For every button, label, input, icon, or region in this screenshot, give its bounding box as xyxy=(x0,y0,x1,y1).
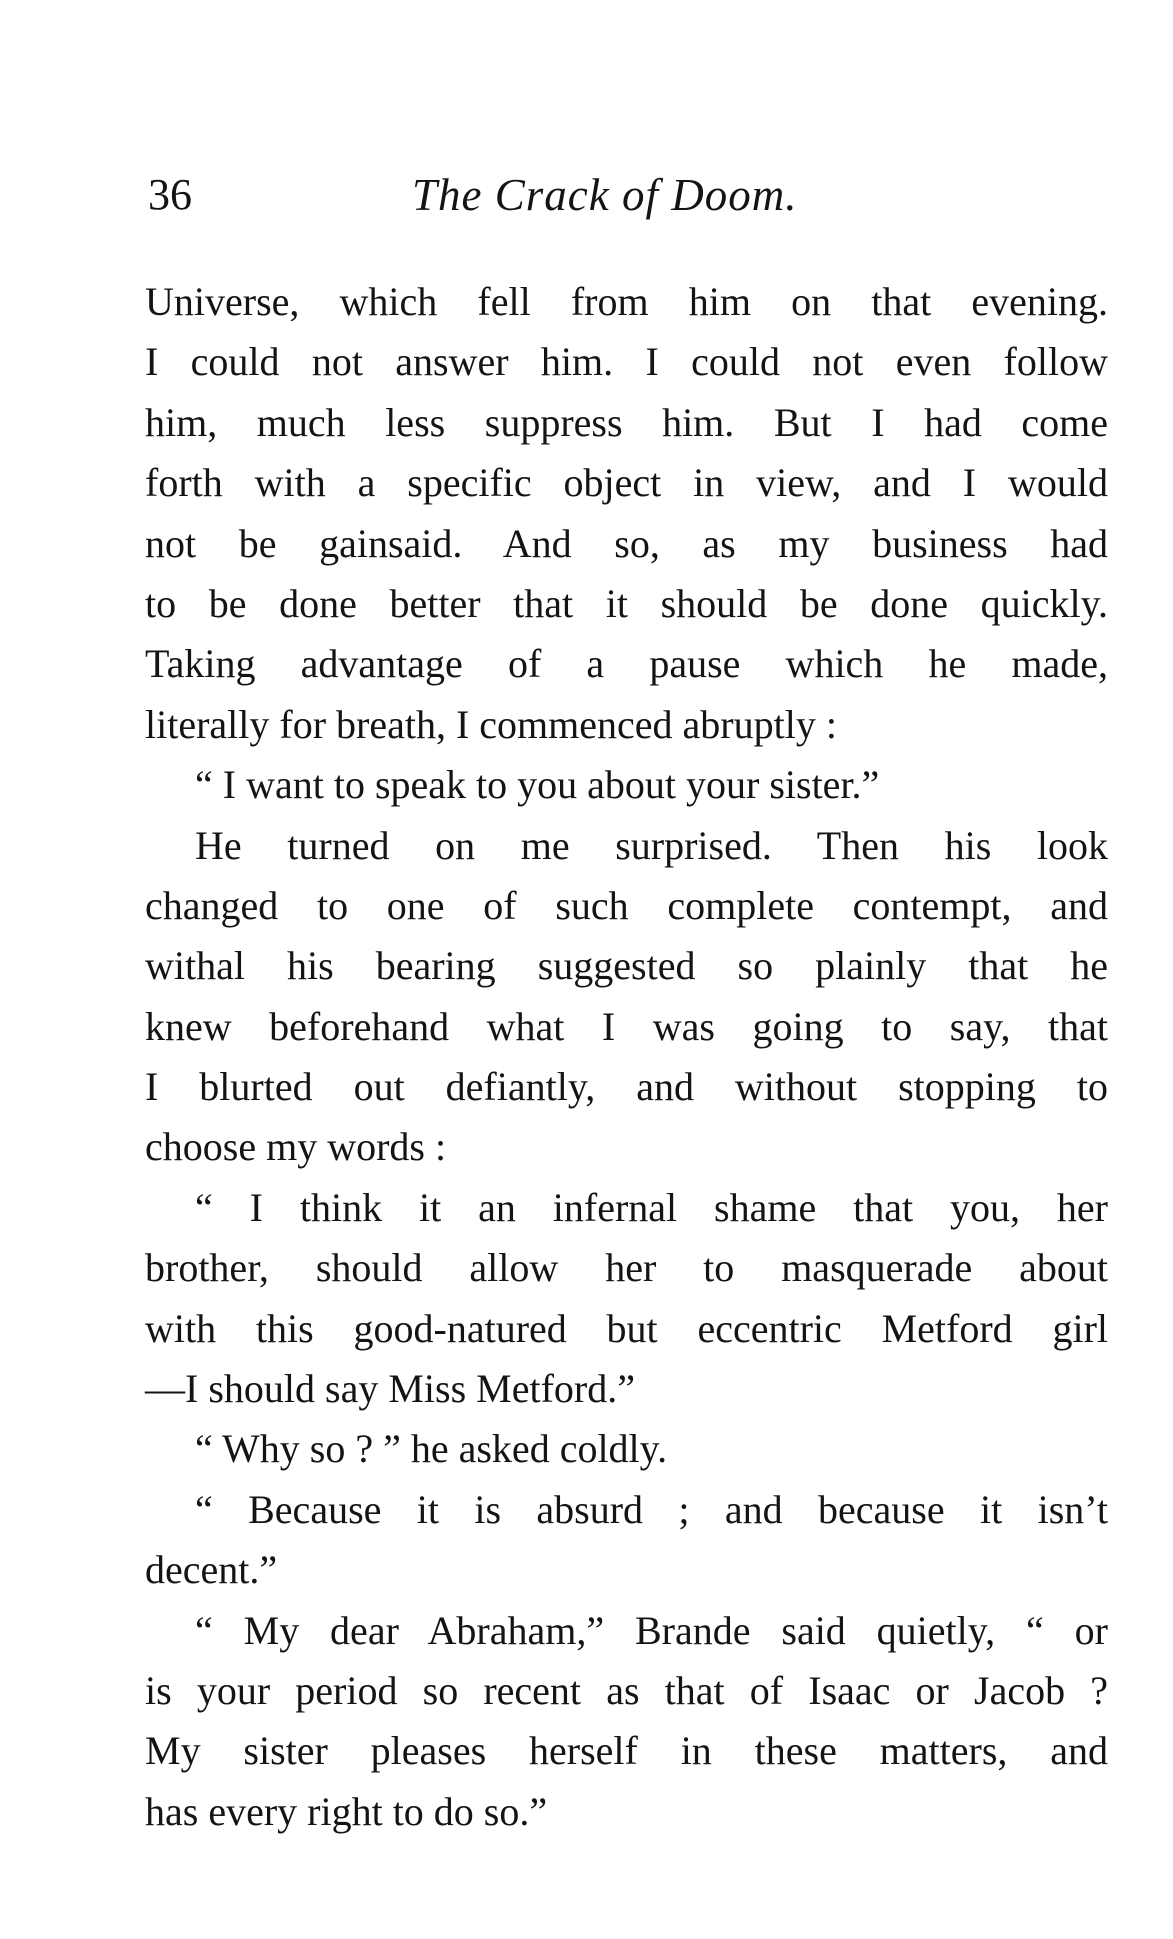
text-line: “ Because it is absurd ; and because it isn’t xyxy=(195,1486,1108,1532)
text-line: changed to one of such complete contempt, and xyxy=(145,882,1108,928)
text-line: has every right to do so.” xyxy=(145,1788,548,1834)
page-number: 36 xyxy=(148,170,192,219)
text-line: withal his bearing suggested so plainly that he xyxy=(145,943,1108,989)
text-line: choose my words : xyxy=(145,1124,447,1170)
text-line: He turned on me surprised. Then his look xyxy=(195,822,1108,868)
text-line: “ I think it an infernal shame that you, her xyxy=(195,1184,1108,1230)
text-line: brother, should allow her to masquerade about xyxy=(145,1245,1108,1291)
text-line: literally for breath, I commenced abruptly : xyxy=(145,701,837,747)
text-line: “ I want to speak to you about your sister.” xyxy=(195,762,880,808)
text-line: “ My dear Abraham,” Brande said quietly, “ or xyxy=(195,1607,1108,1653)
text-line: is your period so recent as that of Isaac or Jacob ? xyxy=(145,1667,1108,1713)
text-line: My sister pleases herself in these matters, and xyxy=(145,1728,1108,1774)
text-line: Universe, which fell from him on that evening. xyxy=(145,279,1108,324)
body-text xyxy=(145,272,1108,1842)
text-line: to be done better that it should be done quickly. xyxy=(145,580,1108,626)
text-line: I blurted out defiantly, and without stopping to xyxy=(145,1064,1108,1110)
text-line: knew beforehand what I was going to say, that xyxy=(145,1003,1108,1049)
text-line: him, much less suppress him. But I had come xyxy=(145,399,1108,445)
text-line: forth with a specific object in view, and I would xyxy=(145,460,1108,506)
text-line: with this good-natured but eccentric Metford girl xyxy=(145,1305,1108,1351)
text-line: Taking advantage of a pause which he made, xyxy=(145,641,1108,687)
text-line: decent.” xyxy=(145,1547,278,1593)
text-line: —I should say Miss Metford.” xyxy=(145,1366,635,1412)
text-line: not be gainsaid. And so, as my business had xyxy=(145,520,1108,566)
running-title: The Crack of Doom. xyxy=(412,170,798,220)
text-line: I could not answer him. I could not even follow xyxy=(145,339,1108,385)
running-head xyxy=(148,165,1108,225)
text-line: “ Why so ? ” he asked coldly. xyxy=(195,1426,668,1472)
